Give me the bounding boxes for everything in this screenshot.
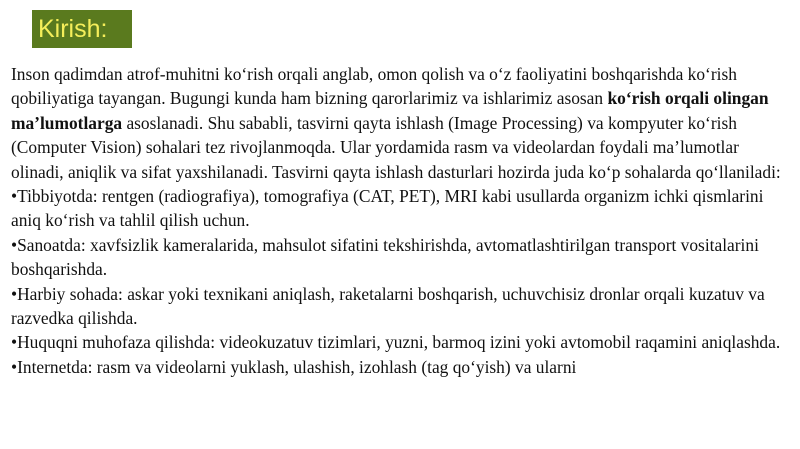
bullet-medicine: •Tibbiyotda: rentgen (radiografiya), tomografiya (CAT, PET), MRI kabi usullarda organizm ichki qismlarini aniq koʻrish va tahlil qilish uchun. [11,186,764,231]
intro-text-part2: asoslanadi. Shu sababli, tasvirni qayta ishlash (Image Processing) va kompyuter koʻrish (Computer Vision) sohalari tez rivojlanmoqda. Ular yordamida rasm va videolardan foydali maʼlumotlar olinadi, aniqlik va sifat yaxshilanadi. Tasvirni qayta ishlash dasturlari hozirda juda koʻp sohalarda qoʻllaniladi: [11,112,781,182]
intro-paragraph [11,62,793,184]
intro-bold-phrase: koʻrish orqali olingan maʼlumotlarga [11,88,769,133]
bullet-law-enforcement: •Huquqni muhofaza qilishda: videokuzatuv tizimlari, yuzni, barmoq izini yoki avtomobil raqamini aniqlashda. [11,332,781,353]
bullet-industry: •Sanoatda: xavfsizlik kameralarida, mahsulot sifatini tekshirishda, avtomatlashtirilgan transport vositalarini boshqarishda. [11,234,759,280]
bullet-internet: •Internetda: rasm va videolarni yuklash, ulashish, izohlash (tag qoʻyish) va ularni [11,356,577,377]
bullet-military: •Harbiy sohada: askar yoki texnikani aniqlash, raketalarni boshqarish, uchuvchisiz dronlar orqali kuzatuv va razvedka qilishda. [11,283,765,329]
slide-body [11,62,793,379]
intro-text-part1: Inson qadimdan atrof-muhitni koʻrish orqali anglab, omon qolish va oʻz faoliyatini boshqarishda koʻrish qobiliyatiga tayangan. Bugungi kunda ham bizning qarorlarimiz va ishlarimiz asosan [11,64,737,109]
slide-title: Kirish: [38,15,108,43]
